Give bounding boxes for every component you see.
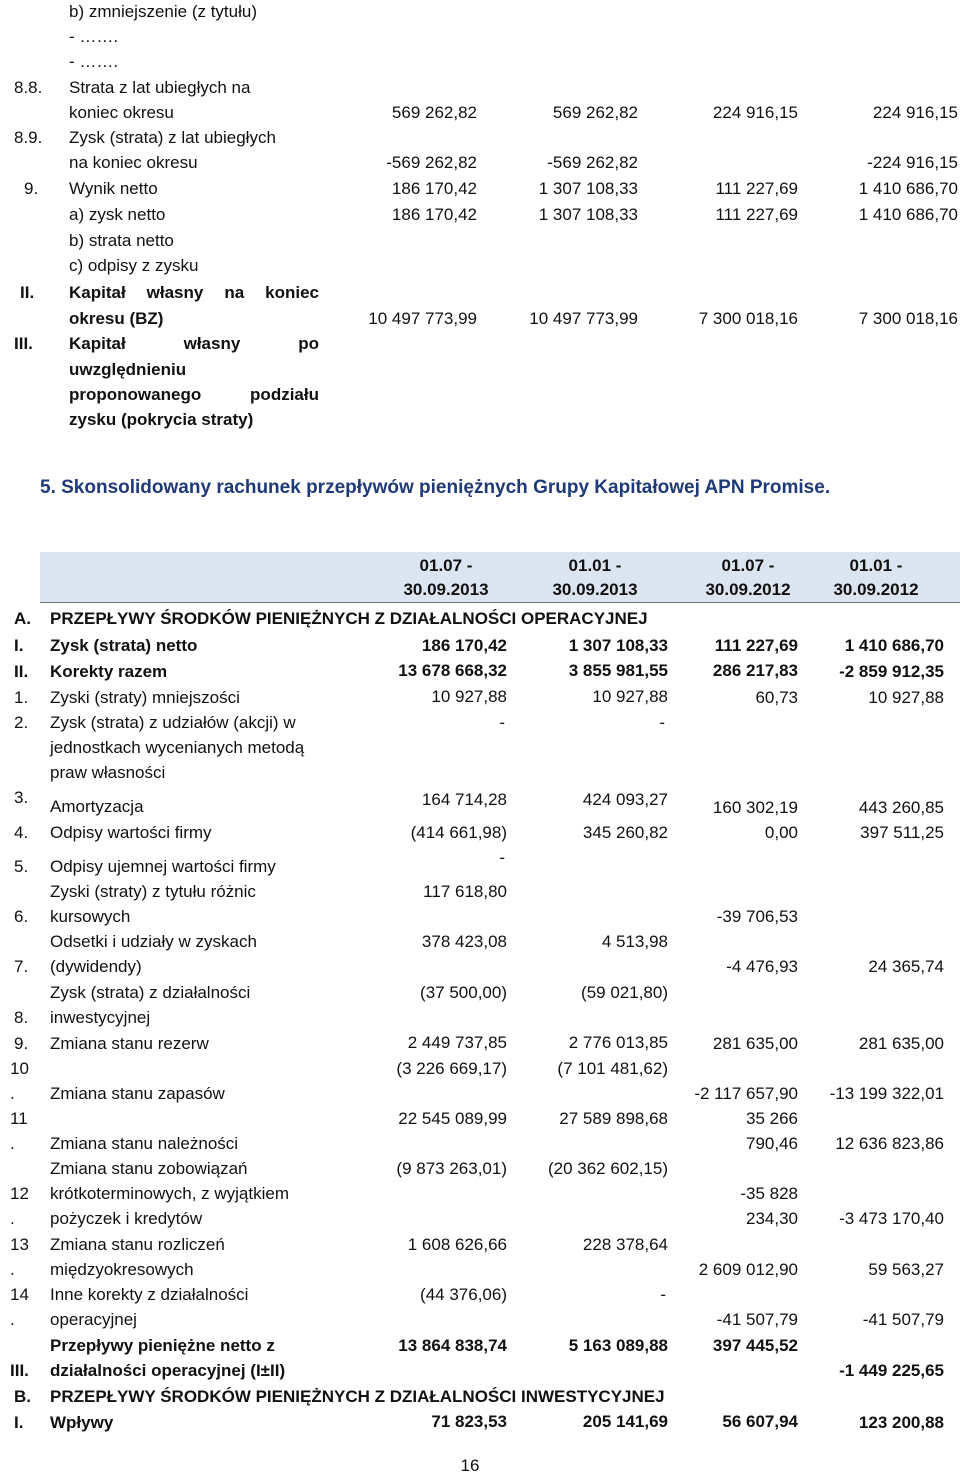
- word: Kapitał: [69, 283, 126, 302]
- value-cell: (414 661,98): [410, 823, 507, 842]
- value-cell: -224 916,15: [867, 153, 958, 172]
- value-cell: 205 141,69: [582, 1412, 668, 1431]
- value-cell: (44 376,06): [420, 1285, 507, 1304]
- row-label: koniec okresu: [69, 103, 174, 122]
- section-label: PRZEPŁYWY ŚRODKÓW PIENIĘŻNYCH Z DZIAŁALNOŚCI INWESTYCYJNEJ: [50, 1387, 665, 1406]
- value-cell: 397 511,25: [860, 823, 944, 842]
- row-label: jednostkach wycenianych metodą: [50, 738, 305, 757]
- value-cell: 12 636 823,86: [835, 1134, 944, 1153]
- period-start: 01.07 -: [721, 556, 775, 575]
- value-cell: 35 266: [746, 1109, 798, 1128]
- value-cell: 569 262,82: [391, 103, 477, 122]
- period-end: 30.09.2013: [552, 580, 638, 599]
- row-label: - …….: [69, 27, 119, 46]
- value-cell: 111 227,69: [715, 205, 798, 224]
- row-number: 9.: [24, 179, 39, 198]
- period-end: 30.09.2013: [403, 580, 489, 599]
- word: podziału: [250, 385, 319, 404]
- word: własny: [146, 283, 204, 302]
- value-cell: 1 608 626,66: [407, 1235, 507, 1254]
- row-label: [69, 385, 319, 405]
- row-number: I.: [14, 636, 24, 655]
- word: Kapitał: [69, 334, 126, 353]
- value-cell: (3 226 669,17): [396, 1059, 507, 1078]
- row-number: 8.9.: [14, 128, 43, 147]
- value-cell: 22 545 089,99: [398, 1109, 507, 1128]
- value-cell: 160 302,19: [712, 798, 798, 817]
- period-start: 01.01 -: [849, 556, 903, 575]
- row-label: [69, 283, 319, 303]
- row-label: Amortyzacja: [50, 797, 144, 816]
- value-cell: -3 473 170,40: [839, 1209, 944, 1228]
- value-cell: 123 200,88: [858, 1413, 944, 1432]
- period-end: 30.09.2012: [833, 580, 919, 599]
- value-cell: 24 365,74: [868, 957, 944, 976]
- row-number: .: [10, 1134, 15, 1153]
- value-cell: 281 635,00: [858, 1034, 944, 1053]
- page-number: 16: [460, 1456, 480, 1475]
- row-number: 6.: [14, 907, 29, 926]
- row-label: Zmiana stanu rozliczeń: [50, 1235, 225, 1254]
- row-number: 11: [10, 1109, 28, 1128]
- row-number: III.: [14, 334, 33, 353]
- value-cell: 234,30: [746, 1209, 798, 1228]
- row-number: 8.: [14, 1008, 29, 1027]
- value-cell: -1 449 225,65: [839, 1361, 944, 1380]
- row-label: kursowych: [50, 907, 131, 926]
- row-label: Zmiana stanu należności: [50, 1134, 239, 1153]
- period-header: [535, 556, 655, 600]
- word: proponowanego: [69, 385, 202, 404]
- row-label: Wpływy: [50, 1413, 114, 1432]
- row-label: [69, 334, 319, 354]
- value-cell: -13 199 322,01: [829, 1084, 944, 1103]
- value-cell: 10 497 773,99: [368, 309, 477, 328]
- value-cell: 60,73: [755, 688, 798, 707]
- value-cell: 569 262,82: [552, 103, 638, 122]
- value-cell: 7 300 018,16: [698, 309, 798, 328]
- row-number: 5.: [14, 857, 29, 876]
- period-header: [688, 556, 808, 600]
- value-cell: 59 563,27: [868, 1260, 944, 1279]
- value-cell: 13 864 838,74: [398, 1336, 507, 1355]
- row-number: 1.: [14, 688, 29, 707]
- row-label: uwzględnieniu: [69, 360, 187, 379]
- section-number: A.: [14, 609, 31, 628]
- value-cell: 224 916,15: [872, 103, 958, 122]
- value-cell: 1 307 108,33: [538, 205, 638, 224]
- value-cell: 71 823,53: [431, 1412, 507, 1431]
- value-cell: 7 300 018,16: [858, 309, 958, 328]
- value-cell: -569 262,82: [547, 153, 638, 172]
- row-label: okresu (BZ): [69, 309, 164, 328]
- row-label: (dywidendy): [50, 957, 142, 976]
- row-label: Zysk (strata) z lat ubiegłych: [69, 128, 276, 147]
- row-label: Inne korekty z działalności: [50, 1285, 249, 1304]
- value-cell: 286 217,83: [712, 661, 798, 680]
- value-cell: 117 618,80: [423, 882, 507, 901]
- value-cell: 345 260,82: [582, 823, 668, 842]
- value-cell: 443 260,85: [858, 798, 944, 817]
- value-cell: -: [499, 713, 505, 732]
- row-label: Zysk (strata) netto: [50, 636, 198, 655]
- value-cell: 27 589 898,68: [559, 1109, 668, 1128]
- word: własny: [183, 334, 241, 353]
- row-label: a) zysk netto: [69, 205, 166, 224]
- row-number: 7.: [14, 957, 29, 976]
- row-label: b) strata netto: [69, 231, 174, 250]
- row-label: pożyczek i kredytów: [50, 1209, 203, 1228]
- period-start: 01.07 -: [419, 556, 473, 575]
- row-label: Odpisy ujemnej wartości firmy: [50, 857, 276, 876]
- value-cell: 4 513,98: [601, 932, 668, 951]
- row-label: krótkoterminowych, z wyjątkiem: [50, 1184, 290, 1203]
- row-number: .: [10, 1310, 15, 1329]
- row-number: II.: [20, 283, 35, 302]
- period-header: [386, 556, 506, 600]
- value-cell: -41 507,79: [716, 1310, 798, 1329]
- value-cell: -2 117 657,90: [694, 1084, 798, 1103]
- period-start: 01.01 -: [568, 556, 622, 575]
- row-label: międzyokresowych: [50, 1260, 194, 1279]
- value-cell: 56 607,94: [722, 1412, 798, 1431]
- row-label: Zysk (strata) z udziałów (akcji) w: [50, 713, 296, 732]
- row-label: praw własności: [50, 763, 166, 782]
- row-label: Zyski (straty) mniejszości: [50, 688, 240, 707]
- value-cell: -: [499, 848, 505, 867]
- value-cell: 10 927,88: [431, 687, 507, 706]
- row-number: 10: [10, 1059, 29, 1078]
- row-number: 12: [10, 1184, 29, 1203]
- value-cell: 111 227,69: [715, 179, 798, 198]
- period-end: 30.09.2012: [705, 580, 791, 599]
- value-cell: 228 378,64: [582, 1235, 668, 1254]
- row-number: 2.: [14, 713, 29, 732]
- word: po: [298, 334, 319, 353]
- row-label: Odpisy wartości firmy: [50, 823, 212, 842]
- value-cell: -39 706,53: [716, 907, 798, 926]
- value-cell: 2 609 012,90: [698, 1260, 798, 1279]
- value-cell: -35 828: [740, 1184, 798, 1203]
- row-label: na koniec okresu: [69, 153, 198, 172]
- value-cell: 10 497 773,99: [529, 309, 638, 328]
- row-label: - …….: [69, 52, 119, 71]
- row-number: I.: [14, 1413, 24, 1432]
- period-header: [816, 556, 936, 600]
- value-cell: 5 163 089,88: [568, 1336, 668, 1355]
- value-cell: -2 859 912,35: [839, 662, 944, 681]
- value-cell: -4 476,93: [726, 957, 798, 976]
- row-label: b) zmniejszenie (z tytułu): [69, 2, 258, 21]
- row-number: 4.: [14, 823, 29, 842]
- section-title: 5. Skonsolidowany rachunek przepływów pieniężnych Grupy Kapitałowej APN Promise.: [40, 477, 831, 498]
- value-cell: 1 410 686,70: [844, 636, 944, 655]
- row-number: III.: [10, 1361, 29, 1380]
- row-label: Przepływy pieniężne netto z: [50, 1336, 275, 1355]
- value-cell: 224 916,15: [712, 103, 798, 122]
- row-number: .: [10, 1084, 15, 1103]
- value-cell: 111 227,69: [714, 636, 798, 655]
- value-cell: 424 093,27: [582, 790, 668, 809]
- section-label: PRZEPŁYWY ŚRODKÓW PIENIĘŻNYCH Z DZIAŁALNOŚCI OPERACYJNEJ: [50, 609, 648, 628]
- value-cell: -41 507,79: [862, 1310, 944, 1329]
- word: koniec: [265, 283, 319, 302]
- value-cell: 10 927,88: [592, 687, 668, 706]
- row-label: Zmiana stanu zobowiązań: [50, 1159, 248, 1178]
- value-cell: 1 410 686,70: [858, 179, 958, 198]
- value-cell: (59 021,80): [581, 983, 668, 1002]
- value-cell: -: [659, 713, 665, 732]
- row-label: inwestycyjnej: [50, 1008, 151, 1027]
- row-label: Wynik netto: [69, 179, 158, 198]
- value-cell: 164 714,28: [421, 790, 507, 809]
- value-cell: 281 635,00: [712, 1034, 798, 1053]
- value-cell: -: [660, 1285, 666, 1304]
- row-number: 3.: [14, 788, 29, 807]
- section-number: B.: [14, 1387, 31, 1406]
- row-label: Korekty razem: [50, 662, 168, 681]
- value-cell: 1 410 686,70: [858, 205, 958, 224]
- value-cell: (7 101 481,62): [557, 1059, 668, 1078]
- row-number: .: [10, 1209, 15, 1228]
- row-label: Zmiana stanu zapasów: [50, 1084, 225, 1103]
- row-number: 14: [10, 1285, 29, 1304]
- row-label: Zmiana stanu rezerw: [50, 1034, 209, 1053]
- value-cell: 10 927,88: [868, 688, 944, 707]
- value-cell: 2 449 737,85: [407, 1033, 507, 1052]
- value-cell: 2 776 013,85: [568, 1033, 668, 1052]
- value-cell: 3 855 981,55: [568, 661, 668, 680]
- value-cell: 186 170,42: [391, 179, 477, 198]
- value-cell: 378 423,08: [421, 932, 507, 951]
- row-number: 13: [10, 1235, 29, 1254]
- value-cell: 0,00: [764, 823, 798, 842]
- row-label: Zysk (strata) z działalności: [50, 983, 251, 1002]
- value-cell: 186 170,42: [391, 205, 477, 224]
- value-cell: -569 262,82: [386, 153, 477, 172]
- row-number: 8.8.: [14, 78, 43, 97]
- row-number: 9.: [14, 1034, 29, 1053]
- row-number: .: [10, 1260, 15, 1279]
- row-label: Strata z lat ubiegłych na: [69, 78, 251, 97]
- row-label: zysku (pokrycia straty): [69, 410, 254, 429]
- value-cell: 1 307 108,33: [568, 636, 668, 655]
- row-label: Zyski (straty) z tytułu różnic: [50, 882, 256, 901]
- value-cell: 397 445,52: [712, 1336, 798, 1355]
- value-cell: 1 307 108,33: [538, 179, 638, 198]
- value-cell: 186 170,42: [421, 636, 507, 655]
- value-cell: (20 362 602,15): [547, 1159, 668, 1178]
- value-cell: (9 873 263,01): [396, 1159, 507, 1178]
- row-number: II.: [14, 662, 29, 681]
- value-cell: 790,46: [746, 1134, 798, 1153]
- row-label: Odsetki i udziały w zyskach: [50, 932, 257, 951]
- row-label: działalności operacyjnej (I±II): [50, 1361, 286, 1380]
- word: na: [224, 283, 245, 302]
- value-cell: (37 500,00): [420, 983, 507, 1002]
- row-label: operacyjnej: [50, 1310, 137, 1329]
- value-cell: 13 678 668,32: [398, 661, 507, 680]
- row-label: c) odpisy z zysku: [69, 256, 199, 275]
